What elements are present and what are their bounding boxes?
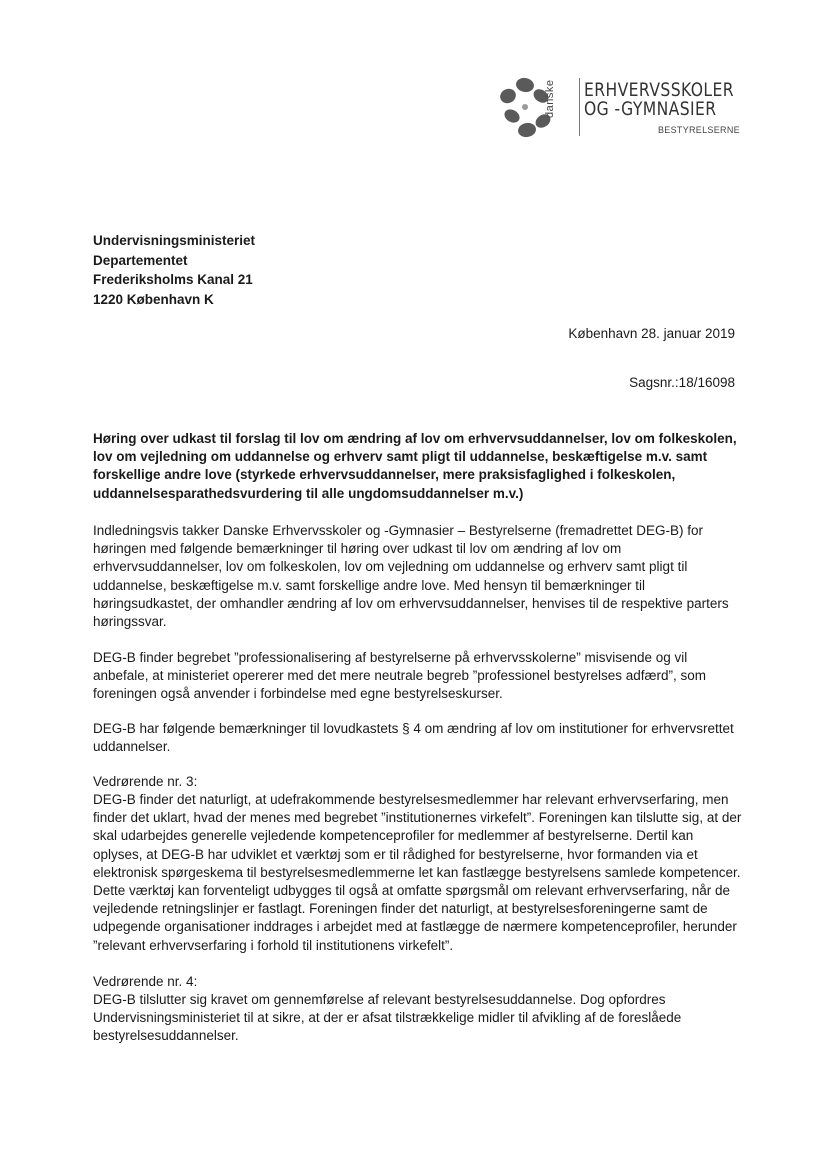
letter-date: København 28. januar 2019 bbox=[568, 326, 735, 341]
paragraph-nr-4: DEG-B tilslutter sig kravet om gennemførelse af relevant bestyrelsesuddannelse. Dog opfordres Undervisningsministeriet til at sikre, at der er afsat tilstrækkelige midler til afvikling af de foreslåede bestyrelsesuddannelser. bbox=[93, 992, 682, 1044]
address-line-1: Undervisningsministeriet bbox=[93, 233, 256, 248]
heading-nr-4: Vedrørende nr. 4: bbox=[93, 974, 198, 989]
logo-line-2: OG -GYMNASIER bbox=[584, 98, 717, 120]
logo-divider bbox=[579, 78, 580, 136]
address-line-2: Departementet bbox=[93, 252, 188, 268]
heading-nr-3: Vedrørende nr. 3: bbox=[93, 774, 198, 789]
paragraph-nr-3: DEG-B finder det naturligt, at udefrakommende bestyrelsesmedlemmer har relevant erhvervserfaring, men finder det uklart, hvad der menes med begrebet ”institutionernes virkefelt”. Foreningen kan tilslutte sig, at der skal udarbejdes generelle vejledende kompetenceprofiler for medlemmer af bestyrelserne. Dertil kan oplyses, at DEG-B har udviklet et værktøj som er til rådighed for bestyrelserne, hvor formanden via et elektronisk spørgeskema til bestyrelsesmedlemmerne let kan fastlægge bestyrelsens samlede kompetencer. Dette værktøj kan forventeligt udbygges til også at omfatte spørgsmål om relevant erhvervserfaring, når de vejledende retningslinjer er fastlagt. Foreningen finder det naturligt, at bestyrelsesforeningerne samt de udpegende organisationer inddrages i arbejdet med at fastlægge de nærmere kompetenceprofiler, herunder ”relevant erhvervserfaring i forhold til institutionens virkefelt”. bbox=[93, 792, 742, 953]
letter-subject: Høring over udkast til forslag til lov om ændring af lov om erhvervsuddannelser, lov om folkeskolen, lov om vejledning om uddannelse og erhverv samt pligt til uddannelse, beskæftigelse m.v. samt forskellige andre love (styrkede erhvervsuddannelser, mere praksisfaglighed i folkeskolen, uddannelsesparathedsvurdering til alle ungdomsuddannelser m.v.) bbox=[93, 431, 737, 501]
case-number: Sagsnr.:18/16098 bbox=[629, 375, 735, 390]
logo-danske-text: danske bbox=[544, 79, 556, 118]
recipient-address bbox=[93, 231, 255, 309]
address-line-3: Frederiksholms Kanal 21 bbox=[93, 272, 253, 287]
address-line-4: 1220 København K bbox=[93, 291, 214, 307]
logo-line-3: BESTYRELSERNE bbox=[658, 125, 740, 135]
paragraph-section-4: DEG-B har følgende bemærkninger til lovudkastets § 4 om ændring af lov om institutioner for erhvervsrettet uddannelser. bbox=[93, 721, 734, 755]
logo-line-1: ERHVERVSSKOLER bbox=[584, 79, 735, 101]
paragraph-professionalisation: DEG-B finder begrebet ”professionalisering af bestyrelserne på erhvervsskolerne” misvisende og vil anbefale, at ministeriet opererer med det mere neutrale begreb ”professionel bestyrelses adfærd”, som foreningen også anvender i forbindelse med egne bestyrelseskurser. bbox=[93, 650, 707, 702]
organization-logo bbox=[498, 74, 748, 144]
paragraph-intro: Indledningsvis takker Danske Erhvervsskoler og -Gymnasier – Bestyrelserne (fremadrettet DEG-B) for høringen med følgende bemærkninger til høring over udkast til lov om ændring af lov om erhvervsuddannelser, lov om folkeskolen, lov om vejledning om uddannelse og erhverv samt pligt til uddannelse, beskæftigelse m.v. samt forskellige andre love. Med hensyn til bemærkninger til høringsudkastet, der omhandler ændring af lov om erhvervsuddannelser, henvises til de respektive parters høringssvar. bbox=[93, 523, 729, 630]
